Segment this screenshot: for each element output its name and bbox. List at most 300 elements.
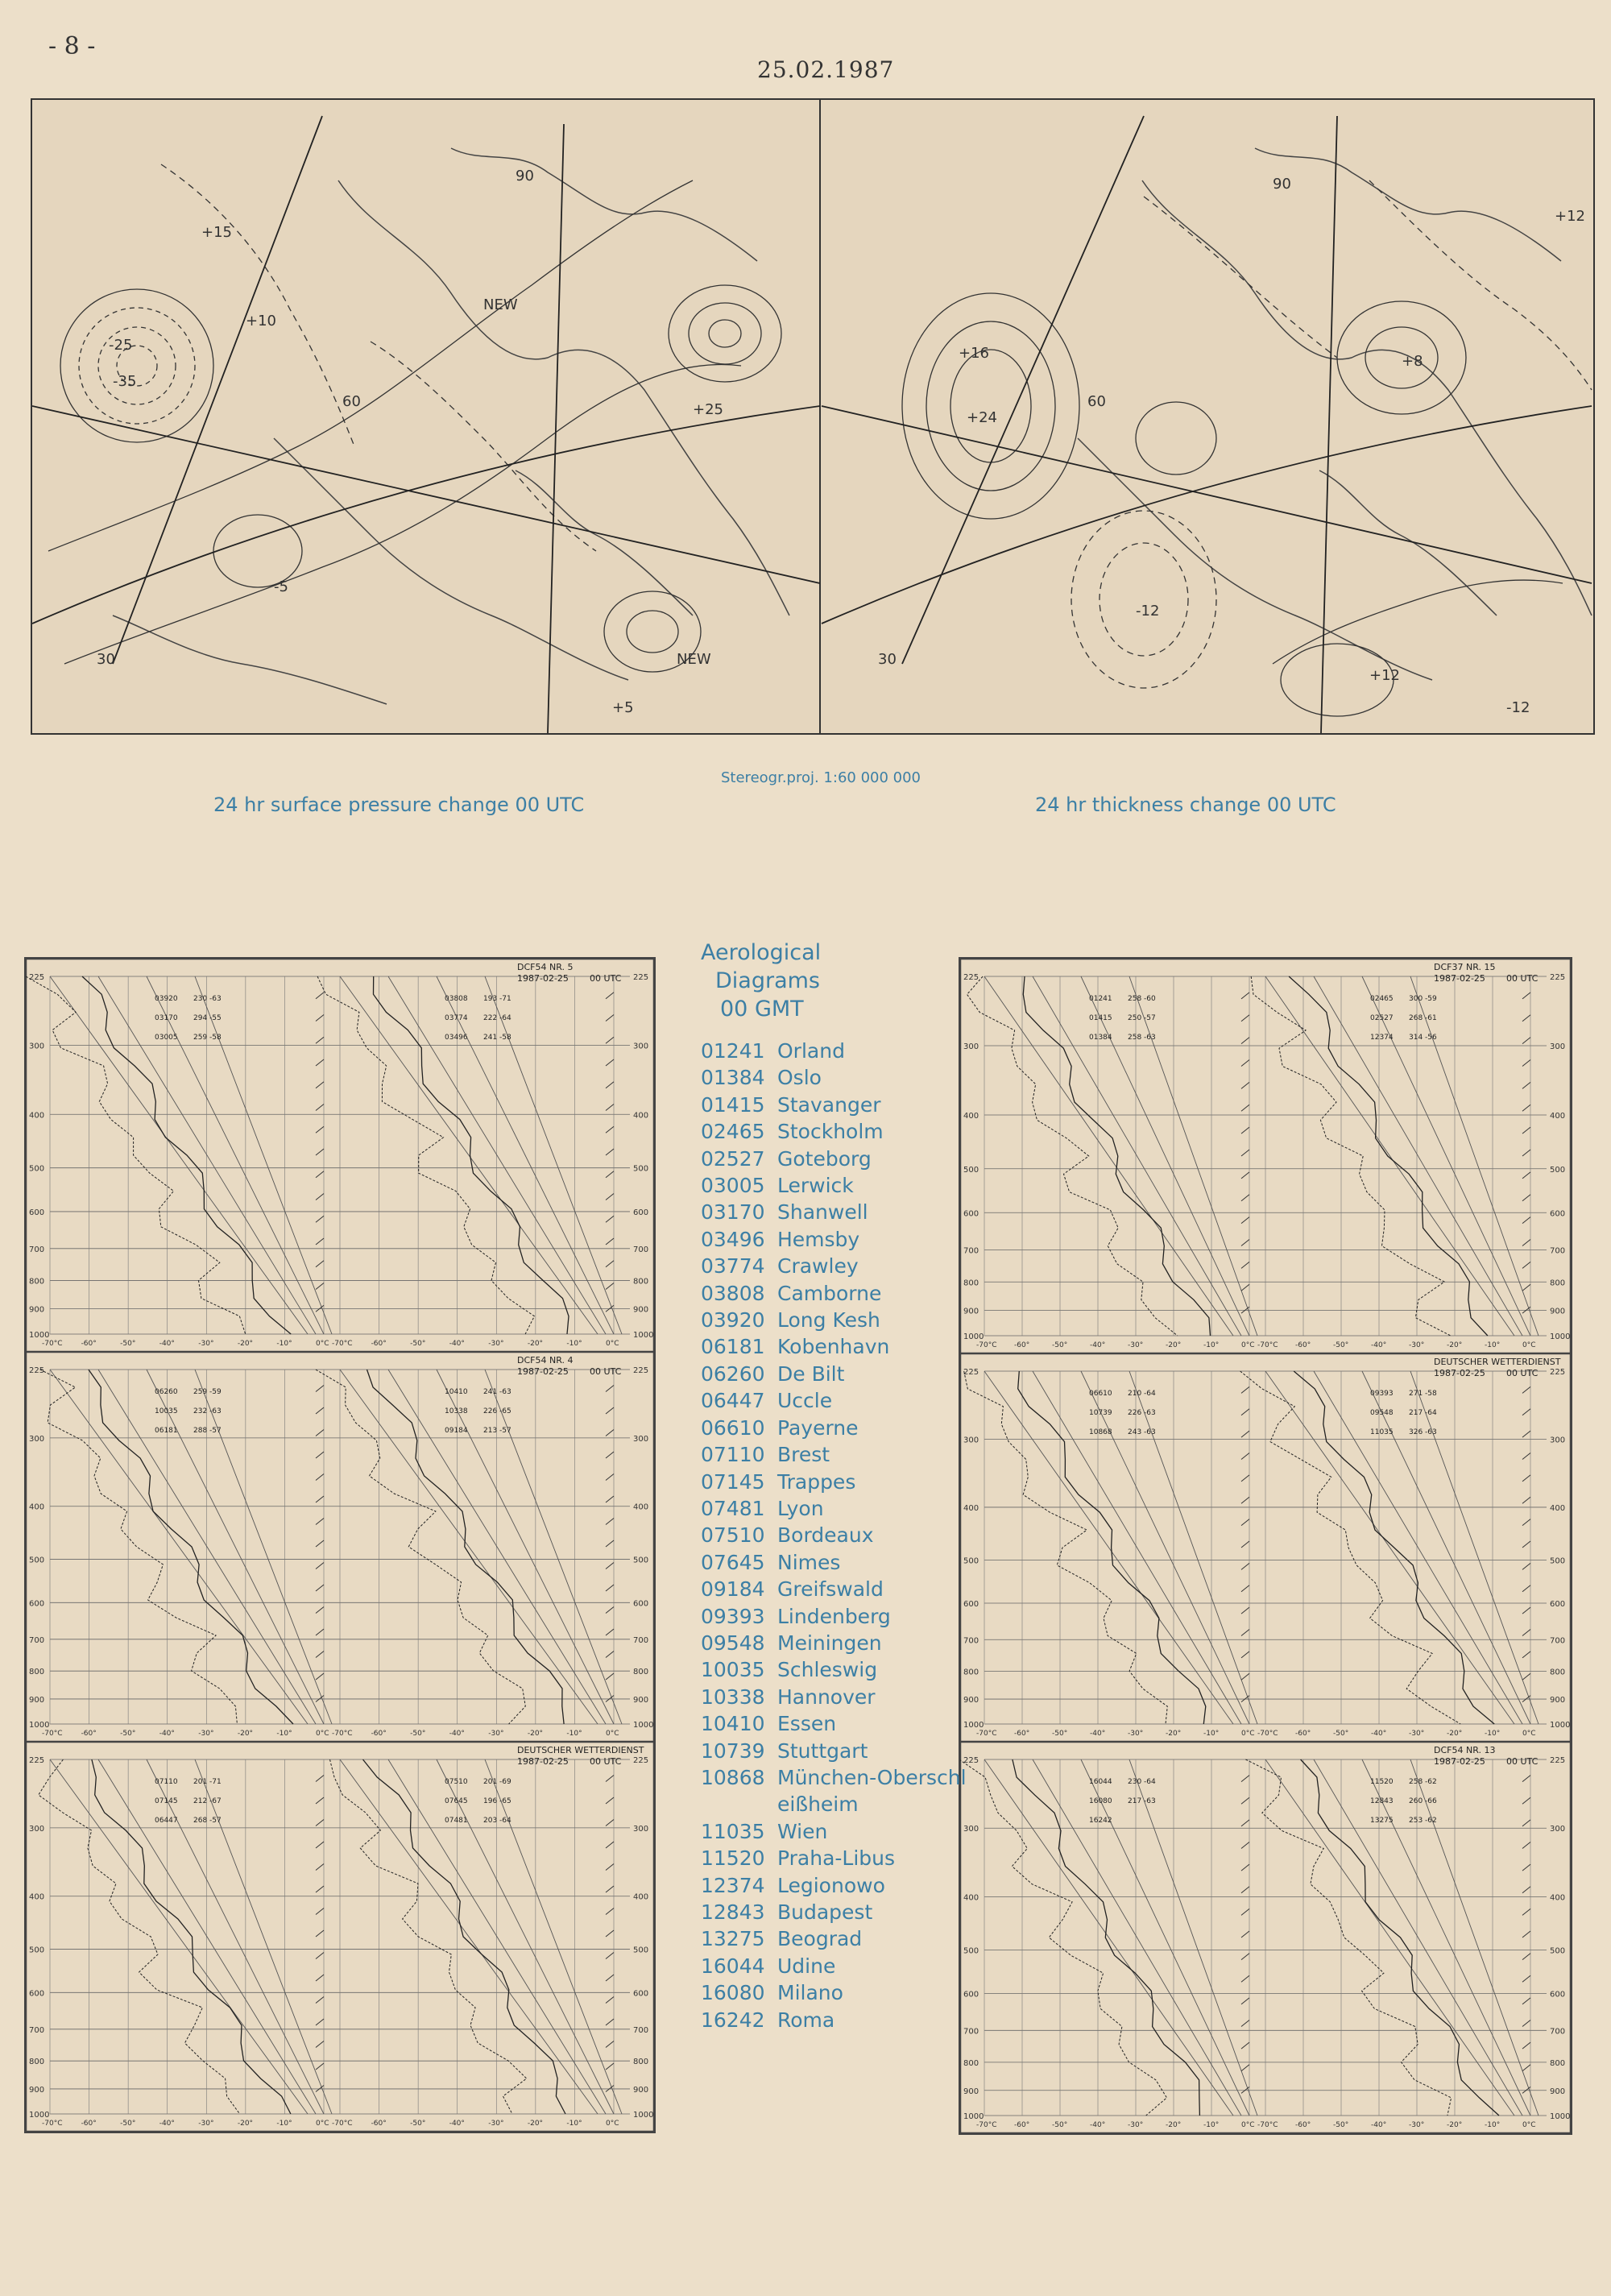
station-name: Lyon [777,1496,824,1520]
wind-barb [316,1886,324,1892]
temp-tick-label: -30° [1128,2121,1144,2129]
temp-tick-label: -30° [1128,1341,1144,1349]
station-code: 02527 [701,1146,765,1171]
wind-barb [1241,1409,1249,1415]
diagram-header: DEUTSCHER WETTERDIENST [517,1745,644,1755]
svg-text:60: 60 [1087,393,1106,410]
temp-tick-label: -40° [1090,1730,1106,1738]
station-code: 12374 [701,1873,765,1897]
diagram-station-code: 03005 [155,1034,178,1042]
wind-barb [1241,1240,1249,1246]
temp-tick-label: -10° [566,1340,582,1348]
wind-barb [606,1037,614,1043]
diagram-station-value: 201 -69 [483,1778,511,1786]
wind-barb [1522,1475,1530,1482]
pressure-label: 500 [633,1946,649,1955]
wind-barb [1522,1797,1530,1804]
station-row [701,1899,975,1925]
diagram-station-code: 06181 [155,1427,178,1435]
temp-tick-label: -20° [527,1340,544,1348]
station-row [701,1280,975,1307]
pressure-label: 600 [29,1989,45,1999]
station-row [701,1172,975,1199]
diagram-station-value: 196 -65 [483,1797,511,1805]
temp-tick-label: -10° [1485,2121,1501,2129]
temp-tick-label: -30° [488,2120,504,2128]
station-row [701,1630,975,1656]
temp-tick-label: -50° [1052,1730,1068,1738]
temp-tick-label: -60° [371,1730,387,1738]
wind-barb [606,2063,614,2070]
diagram-station-value: 259 -59 [193,1388,222,1396]
wind-barb [606,1997,614,2004]
diagram-station-value: 222 -64 [483,1014,511,1022]
wind-barb [1522,1082,1530,1088]
temp-tick-label: -60° [1295,1341,1311,1349]
temp-tick-label: -60° [371,1340,387,1348]
wind-barb [1522,1060,1530,1067]
station-name: De Bilt [777,1361,845,1386]
temp-tick-label: -10° [566,1730,582,1738]
pressure-label: 800 [1550,1279,1566,1288]
diagram-station-value: 213 -57 [483,1427,511,1435]
wind-barb [1241,1431,1249,1437]
pressure-label: 900 [1550,2087,1566,2096]
temp-tick-label: -70°C [42,1730,63,1738]
station-code: 16242 [701,2008,765,2032]
wind-barb [606,1430,614,1436]
station-code: 16080 [701,1981,765,2005]
wind-barb [1522,1240,1530,1246]
diagram-station-code: 16242 [1089,1817,1112,1825]
station-code: 01384 [701,1066,765,1090]
diagram-station-value: 288 -57 [193,1427,222,1435]
diagram-station-value: 226 -65 [483,1407,511,1415]
pressure-label: 800 [633,2058,649,2067]
diagram-station-code: 07645 [445,1797,468,1805]
station-name: Payerne [777,1415,859,1440]
wind-barb [1241,1908,1249,1915]
pressure-label: 900 [963,1696,979,1705]
svg-text:-35: -35 [113,373,137,390]
temp-tick-label: -20° [527,1730,544,1738]
wind-barb [606,1652,614,1658]
wind-barb [1241,1887,1249,1893]
pressure-label: 1000 [633,1331,654,1340]
station-row [701,1818,975,1845]
wind-barb [1241,1652,1249,1658]
pressure-label: 300 [633,1434,649,1444]
temp-tick-label: -50° [1333,1730,1349,1738]
pressure-label: 400 [1550,1503,1566,1513]
temp-tick-label: 0°C [316,2120,329,2128]
station-row [701,1738,975,1764]
wind-barb [1522,1820,1530,1826]
pressure-label: 225 [29,973,45,982]
diagram-station-value: 258 -63 [1128,1034,1156,1042]
diagram-station-code: 12843 [1370,1797,1394,1805]
temp-tick-label: -70°C [332,2120,353,2128]
pressure-label: 700 [1550,1246,1566,1256]
temp-tick-label: -40° [159,2120,175,2128]
station-code: 09393 [701,1604,765,1628]
pressure-label: 300 [29,1042,45,1051]
station-code: 03920 [701,1308,765,1332]
wind-barb [1522,1519,1530,1526]
svg-text:-12: -12 [1136,603,1160,620]
pressure-label: 225 [1550,1368,1566,1377]
pressure-label: 400 [29,1892,45,1902]
pressure-label: 600 [963,1990,979,2000]
pressure-label: 225 [963,1368,979,1377]
temp-tick-label: -30° [198,2120,214,2128]
station-list-title [701,939,975,1023]
station-code: 07645 [701,1550,765,1574]
diagram-station-value: 300 -59 [1409,995,1437,1003]
title-line-3: 00 GMT [720,997,804,1022]
pressure-label: 400 [963,1112,979,1121]
station-row [701,1092,975,1118]
wind-barb [1522,2065,1530,2071]
pressure-label: 600 [29,1599,45,1609]
wind-barb [1522,1607,1530,1614]
left-diagram-column [24,957,656,2133]
left-map-isallobars [48,164,781,672]
temp-tick-label: -50° [120,1730,136,1738]
pressure-label: 600 [633,1208,649,1217]
wind-barb [606,2041,614,2048]
station-row [701,1764,975,1818]
diagram-station-code: 01241 [1089,995,1112,1003]
diagram-time-label: 00 UTC [1506,1368,1539,1378]
temp-tick-label: -20° [237,1340,254,1348]
wind-barb [1241,1842,1249,1849]
diagram-date-label: 1987-02-25 [1434,973,1485,984]
wind-barb [1522,1998,1530,2004]
wind-barb [606,1540,614,1547]
pressure-label: 600 [633,1989,649,1999]
wind-barb [316,1652,324,1658]
wind-barb [316,1126,324,1133]
wind-barb [316,1059,324,1066]
wind-barb [1241,1630,1249,1636]
diagram-station-code: 03920 [155,995,178,1003]
temp-tick-label: -50° [120,1340,136,1348]
pressure-label: 700 [29,2025,45,2035]
wind-barb [1522,1172,1530,1179]
temp-tick-label: -40° [449,1730,465,1738]
pressure-label: 225 [633,1366,649,1375]
station-row [701,1469,975,1495]
pressure-label: 700 [29,1635,45,1645]
pressure-label: 1000 [963,2112,984,2121]
station-name: Nimes [777,1550,841,1574]
station-row [701,1415,975,1441]
station-code: 06610 [701,1415,765,1440]
diagram-date-label: 1987-02-25 [517,1366,569,1377]
wind-barb [1522,2020,1530,2027]
temp-tick-label: -30° [1409,1341,1425,1349]
diagram-station-code: 10410 [445,1388,468,1396]
svg-text:+5: +5 [612,699,634,716]
diagram-station-value: 260 -66 [1409,1797,1437,1805]
station-name: Roma [777,2008,835,2032]
wind-barb [1522,1431,1530,1437]
pressure-label: 500 [1550,1556,1566,1566]
right-diagram-column [959,957,1572,2135]
temp-tick-label: -50° [410,1340,426,1348]
wind-barb [1241,1104,1249,1111]
wind-barb [316,2041,324,2048]
wind-barb [1522,1262,1530,1268]
temp-tick-label: -20° [237,2120,254,2128]
station-name: Orland [777,1039,845,1063]
station-name: Bordeaux [777,1523,874,1548]
station-name: Uccle [777,1389,833,1413]
temp-tick-label: -10° [1203,1730,1220,1738]
station-code: 01415 [701,1092,765,1117]
wind-barb [1241,1038,1249,1044]
station-row [701,1710,975,1737]
temp-tick-label: -70°C [976,1341,997,1349]
temp-tick-label: -20° [1166,1341,1182,1349]
svg-text:+16: +16 [959,345,989,362]
svg-text:+12: +12 [1555,208,1585,225]
temp-tick-label: -60° [81,2120,97,2128]
temp-tick-label: -40° [1090,1341,1106,1349]
aerological-diagram [26,1352,654,1742]
pressure-label: 300 [1550,1825,1566,1834]
wind-barb [1241,1150,1249,1156]
station-name: Lerwick [777,1174,854,1198]
station-name: Stuttgart [777,1739,868,1763]
diagram-station-value: 268 -57 [193,1817,222,1825]
diagram-station-code: 01415 [1089,1014,1112,1022]
aerological-diagram [960,959,1571,1353]
diagram-station-value: 226 -63 [1128,1409,1156,1417]
wind-barb [316,1953,324,1959]
wind-barb [606,1082,614,1088]
pressure-label: 700 [963,2027,979,2037]
pressure-label: 800 [1550,1668,1566,1677]
station-code: 07145 [701,1469,765,1494]
diagram-station-code: 06260 [155,1388,178,1396]
station-name: Oslo [777,1066,822,1090]
pressure-label: 600 [963,1209,979,1219]
pressure-label: 300 [29,1824,45,1834]
temp-tick-label: -70°C [42,1340,63,1348]
wind-barb [1241,1172,1249,1179]
temp-tick-label: -30° [198,1730,214,1738]
wind-barb [1241,1541,1249,1548]
station-row [701,1684,975,1710]
diagram-station-code: 10868 [1089,1428,1112,1436]
pressure-label: 600 [1550,1600,1566,1610]
wind-barb [1241,2065,1249,2071]
wind-barb [316,1997,324,2004]
wind-barb [606,1864,614,1871]
temp-tick-label: -10° [1203,1341,1220,1349]
wind-barb [606,1126,614,1133]
station-name: Hannover [777,1685,876,1709]
wind-barb [1522,1127,1530,1133]
pressure-label: 800 [29,1668,45,1677]
diagram-station-value: 294 -55 [193,1014,222,1022]
station-code: 03005 [701,1174,765,1198]
temp-tick-label: 0°C [1522,1730,1536,1738]
station-code: 12843 [701,1900,765,1924]
pressure-label: 300 [1550,1042,1566,1052]
wind-barb [316,1629,324,1635]
wind-barb [316,1452,324,1458]
wind-barb [1241,1082,1249,1088]
temp-tick-label: -60° [1295,1730,1311,1738]
wind-barb [1522,1652,1530,1658]
temp-tick-label: -70°C [332,1340,353,1348]
temp-tick-label: -20° [1166,1730,1182,1738]
wind-barb [1241,1453,1249,1460]
temp-tick-label: -10° [566,2120,582,2128]
diagram-header: DCF54 NR. 5 [517,962,574,972]
station-row [701,1549,975,1576]
temp-tick-label: -60° [1014,2121,1030,2129]
pressure-label: 500 [633,1164,649,1174]
temp-tick-label: -60° [371,2120,387,2128]
wind-barb [316,2063,324,2070]
svg-text:NEW: NEW [677,651,711,668]
temp-tick-label: -40° [449,2120,465,2128]
station-name: Camborne [777,1281,882,1305]
diagram-header: DCF54 NR. 13 [1434,1745,1496,1755]
temp-tick-label: -50° [410,2120,426,2128]
wind-barb [606,1776,614,1782]
temp-tick-label: -70°C [1257,2121,1278,2129]
station-row [701,1064,975,1091]
station-name: Legionowo [777,1873,885,1897]
temp-tick-label: -50° [120,2120,136,2128]
station-code: 10338 [701,1685,765,1709]
station-name: Greifswald [777,1577,884,1602]
wind-barb [316,1540,324,1547]
wind-barb [606,1194,614,1200]
temp-tick-label: -30° [1409,2121,1425,2129]
aerological-diagram [960,1353,1571,1742]
diagram-L2 [26,1352,654,1742]
wind-barb [316,1607,324,1614]
station-name: Beograd [777,1927,863,1951]
wind-barb [606,1820,614,1826]
temp-tick-label: -60° [1014,1730,1030,1738]
pressure-label: 800 [963,1668,979,1677]
temp-tick-label: -10° [1485,1730,1501,1738]
station-code: 06181 [701,1335,765,1359]
wind-barb [316,1908,324,1915]
station-row [701,1361,975,1387]
temp-tick-label: -20° [1447,2121,1463,2129]
temp-tick-label: -40° [449,1340,465,1348]
pressure-label: 1000 [633,1721,654,1730]
diagram-station-value: 201 -71 [193,1778,222,1786]
wind-barb [606,1171,614,1178]
svg-text:30: 30 [97,651,115,668]
pressure-label: 900 [633,2085,649,2095]
wind-barb [606,1149,614,1155]
temp-tick-label: -40° [1371,2121,1387,2129]
temp-tick-label: -50° [1333,1341,1349,1349]
wind-barb [316,2019,324,2025]
pressure-label: 225 [963,973,979,982]
station-list [701,939,975,2033]
wind-barb [1522,1585,1530,1592]
station-row [701,1953,975,1979]
wind-barb [1522,1931,1530,1938]
diagram-date-label: 1987-02-25 [517,973,569,984]
pressure-label: 700 [1550,1636,1566,1646]
wind-barb [1522,1908,1530,1915]
svg-text:30: 30 [878,651,897,668]
diagram-station-code: 03808 [445,995,468,1003]
temp-tick-label: -10° [1203,2121,1220,2129]
wind-barb [316,1386,324,1392]
temp-tick-label: -10° [276,1730,292,1738]
temp-tick-label: -30° [488,1730,504,1738]
diagram-station-value: 230 -63 [193,995,222,1003]
diagram-station-code: 03496 [445,1034,468,1042]
diagram-station-code: 02465 [1370,995,1394,1003]
surface-pressure-caption: 24 hr surface pressure change 00 UTC [213,794,585,816]
diagram-header: DCF54 NR. 4 [517,1355,574,1366]
diagram-station-code: 07145 [155,1797,178,1805]
wind-barb [316,1474,324,1481]
temp-tick-label: -40° [1090,2121,1106,2129]
temp-tick-label: -70°C [1257,1341,1278,1349]
temp-tick-label: -70°C [976,2121,997,2129]
station-row [701,1845,975,1871]
station-name: Lindenberg [777,1604,891,1628]
wind-barb [606,1519,614,1525]
wind-barb [316,1149,324,1155]
station-name: Schleswig [777,1658,878,1682]
svg-text:-25: -25 [109,337,133,354]
station-code: 09184 [701,1577,765,1602]
pressure-label: 300 [1550,1436,1566,1445]
pressure-label: 225 [29,1756,45,1765]
wind-barb [316,1776,324,1782]
pressure-label: 700 [1550,2027,1566,2037]
pressure-label: 900 [963,2087,979,2096]
diagram-station-code: 03170 [155,1014,178,1022]
station-name: Kobenhavn [777,1335,890,1359]
pressure-label: 900 [29,2085,45,2095]
svg-text:NEW: NEW [483,296,518,313]
pressure-label: 700 [29,1245,45,1254]
temp-tick-label: -70°C [1257,1730,1278,1738]
station-row [701,1872,975,1899]
station-code: 11035 [701,1819,765,1843]
right-map-labels [878,176,1585,716]
temp-tick-label: -20° [1166,2121,1182,2129]
pressure-label: 1000 [29,1331,50,1340]
diagram-station-value: 217 -64 [1409,1409,1437,1417]
diagram-station-value: 314 -56 [1409,1034,1437,1042]
wind-barb [1241,993,1249,999]
wind-barb [1241,1284,1249,1291]
pressure-label: 400 [963,1503,979,1513]
pressure-label: 500 [29,1164,45,1174]
station-code: 06447 [701,1389,765,1413]
diagram-station-code: 10739 [1089,1409,1112,1417]
pressure-label: 900 [29,1695,45,1705]
